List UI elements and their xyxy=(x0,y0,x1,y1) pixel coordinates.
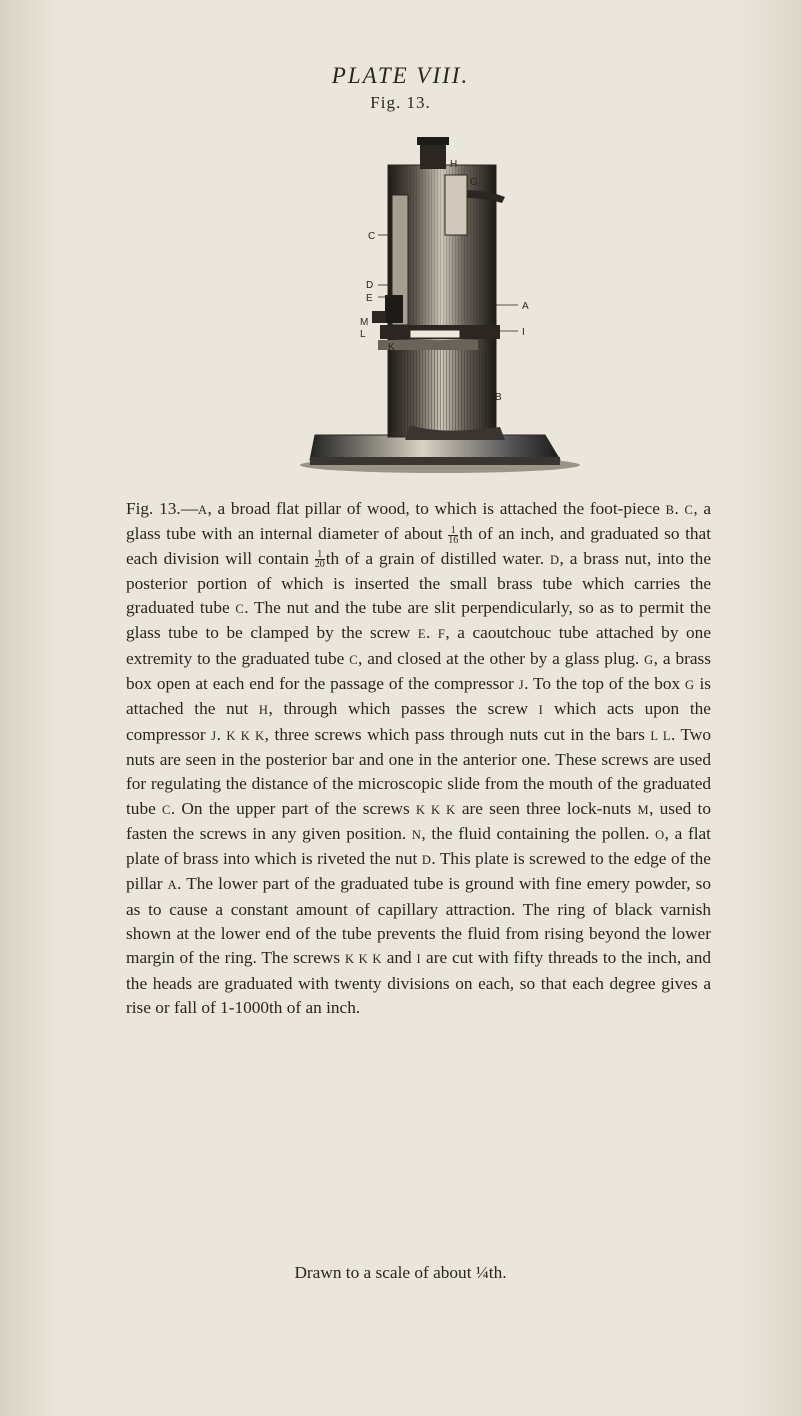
caption-fig-ref: Fig. 13. xyxy=(126,499,181,518)
nut-h xyxy=(420,143,446,169)
caption-paragraph: Fig. 13.—A, a broad flat pillar of wood, to which is attached the foot-piece B. C, a glass tube with an internal diameter of about $\frac{1}{16}$ th of an inch, and graduated so that each division will contain $\frac{1}{20}$ th of a grain of distilled water. D, a brass nut, into the posterior portion of which is inserted the small brass tube which carries the graduated tube C. The nut and the tube are slit perpendicularly, so as to permit the glass tube to be clamped by the screw E. F, a caoutchouc tube attached by one extremity to the graduated tube C, and closed at the other by a glass plug. G, a brass box open at each end for the passage of the compressor J. To the top of the box G is attached the nut H, through which passes the screw I which acts upon the compressor J. K K K, three screws which pass through nuts cut in the bars L L. Two nuts are seen in the posterior bar and one in the anterior one. These screws are used for regulating the distance of the microscopic slide from the mouth of the graduated tube C. On the upper part of the screws K K K are seen three lock-nuts M, used to fasten the screws in any given position. N, the fluid containing the pollen. O, a flat plate of brass into which is riveted the nut D. This plate is screwed to the edge of the pillar A. The lower part of the graduated tube is ground with fine emery powder, so as to cause a constant amount of capillary attraction. The ring of black varnish shown at the lower end of the tube prevents the fluid from rising beyond the lower margin of the ring. The screws K K K and I are cut with fifty threads to the inch, and the heads are graduated with twenty divisions on each, so that each degree gives a rise or fall of 1-1000th of an inch. xyxy=(126,499,712,1017)
screw-i-head xyxy=(417,137,449,145)
letter-ref: L L xyxy=(650,728,671,743)
letter-ref: N xyxy=(411,827,422,842)
letter-ref: F xyxy=(437,627,446,642)
label-e: E xyxy=(366,293,373,304)
label-f: F xyxy=(388,167,395,178)
foot-piece-edge xyxy=(310,457,560,465)
figure-caption xyxy=(126,497,711,1020)
label-m: M xyxy=(360,317,369,328)
figure-label: Fig. 13. xyxy=(370,93,431,112)
letter-ref: G xyxy=(644,652,654,667)
label-d: D xyxy=(366,280,374,291)
scale-note: Drawn to a scale of about ¼th. xyxy=(294,1263,507,1282)
letter-ref: K K K xyxy=(226,728,265,743)
fraction-sixteenth: $\frac{1}{16}$ xyxy=(448,524,459,546)
pillar-lower-shading xyxy=(400,350,490,430)
letter-ref: I xyxy=(416,952,422,967)
letter-ref: K K K xyxy=(415,802,456,817)
plate-o xyxy=(410,330,460,338)
label-c: C xyxy=(368,231,376,242)
letter-ref: H xyxy=(258,703,269,718)
letter-ref: B xyxy=(665,503,675,517)
letter-ref: C xyxy=(684,503,694,517)
letter-ref: C xyxy=(349,652,359,667)
label-h: H xyxy=(450,159,458,170)
letter-ref: A xyxy=(197,503,208,517)
label-l: L xyxy=(360,329,366,340)
letter-ref: D xyxy=(549,552,560,567)
fraction-twentieth: $\frac{1}{20}$ xyxy=(314,549,325,571)
label-b: B xyxy=(495,392,502,403)
letter-ref: E xyxy=(417,627,426,642)
lock-nut-m xyxy=(372,311,386,323)
letter-ref: J xyxy=(211,728,217,743)
letter-ref: C xyxy=(235,602,245,617)
letter-ref: O xyxy=(655,827,665,842)
letter-ref: G xyxy=(685,678,695,693)
label-a: A xyxy=(522,301,529,312)
letter-ref: D xyxy=(421,853,432,868)
letter-ref: M xyxy=(637,802,650,817)
label-k: K xyxy=(388,342,395,353)
letter-ref: J xyxy=(518,678,525,693)
apparatus-illustration xyxy=(290,135,590,485)
letter-ref: I xyxy=(538,703,544,718)
apparatus-engraving xyxy=(290,135,590,485)
letter-ref: C xyxy=(161,802,171,817)
nut-d xyxy=(385,295,403,323)
letter-ref: A xyxy=(167,878,178,893)
label-i: I xyxy=(522,327,525,338)
plate-title: PLATE VIII. xyxy=(331,63,470,88)
label-g: G xyxy=(470,177,478,188)
letter-ref: K K K xyxy=(344,952,382,967)
brass-box-g xyxy=(445,175,467,235)
